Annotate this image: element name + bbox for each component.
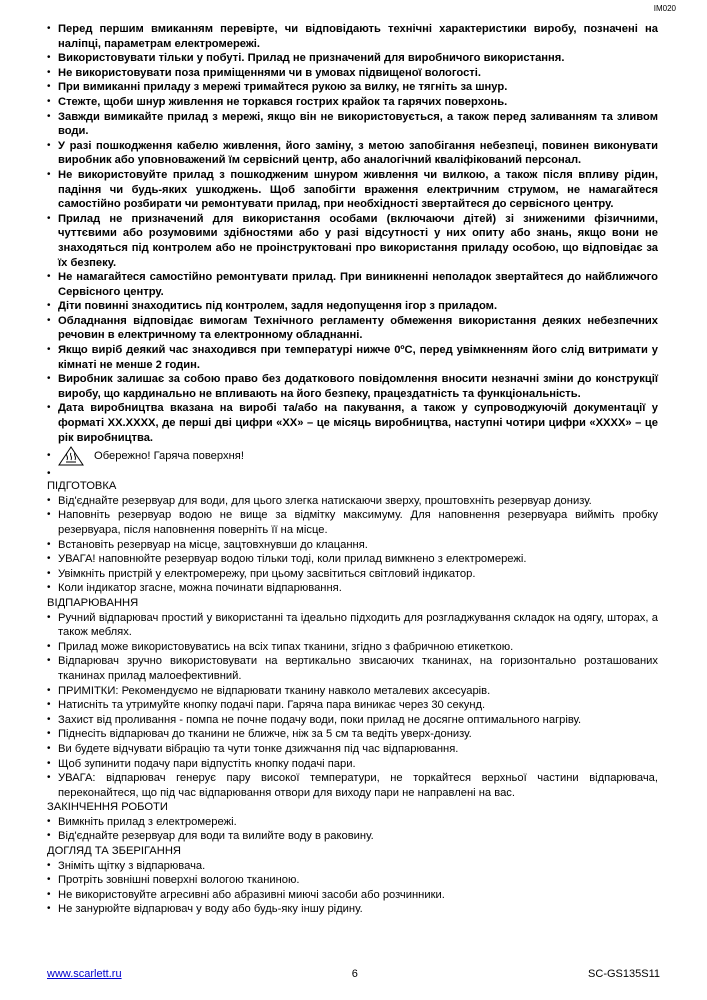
list-item [47, 611, 658, 640]
list-item [47, 684, 658, 699]
website-link[interactable]: www.scarlett.ru [47, 968, 122, 980]
bullet: • [47, 271, 51, 283]
bullet: • [47, 110, 51, 122]
list-item-text: Відпарювач зручно використовувати на вертикально звисаючих тканинах, на горизонтально розташованих тканинах прилад малоефективний. [58, 655, 658, 682]
list-item [47, 139, 658, 168]
list-item-text: Піднесіть відпарювач до тканини не ближче, ніж за 5 см та ведіть уверх-донизу. [58, 728, 472, 741]
list-item-text: При вимиканні приладу з мережі тримайтеся рукою за вилку, не тягніть за шнур. [58, 81, 508, 94]
bullet: • [47, 772, 51, 784]
bullet: • [47, 728, 51, 740]
page-footer [47, 968, 660, 980]
list-item [47, 343, 658, 372]
list-item [47, 22, 658, 51]
list-item-text: ПРИМІТКИ: Рекомендуємо не відпарювати тканину навколо металевих аксесуарів. [58, 684, 491, 697]
care-list [47, 859, 658, 917]
bullet: • [47, 212, 51, 224]
bullet: • [47, 402, 51, 414]
list-item [47, 581, 658, 596]
list-item-text: Протріть зовнішні поверхні вологою тканиною. [58, 874, 300, 887]
bullet: • [47, 468, 51, 480]
bullet: • [47, 567, 51, 579]
list-item [47, 757, 658, 772]
list-item [47, 494, 658, 509]
list-item-text: Захист від проливання - помпа не почне подачу води, поки прилад не досягне оптимального нагріву. [58, 713, 582, 726]
model-code: IM020 [653, 4, 676, 13]
list-item [47, 168, 658, 212]
list-item [47, 552, 658, 567]
section-title-preparation: ПІДГОТОВКА [47, 480, 117, 493]
list-item-text: У разі пошкодження кабелю живлення, його заміну, з метою запобігання небезпеці, повинен виконувати виробник або уповноважений їм сервісний центр, або аналогічний кваліфікований персонал. [58, 139, 658, 167]
bullet: • [47, 52, 51, 64]
list-item-text: Перед першим вмиканням перевірте, чи відповідають технічні характеристики виробу, позначені на наліпці, параметрам електромережі. [58, 23, 658, 50]
list-item-text: Щоб зупинити подачу пари відпустіть кнопку подачі пари. [58, 757, 356, 770]
list-item [47, 771, 658, 800]
list-item [47, 110, 658, 139]
bullet: • [47, 874, 51, 886]
bullet: • [47, 23, 51, 34]
list-item-text: Увімкніть пристрій у електромережу, при цьому засвітиться світловий індикатор. [58, 567, 476, 580]
bullet: • [47, 655, 51, 667]
preparation-list [47, 494, 658, 596]
bullet: • [47, 66, 51, 78]
steaming-list [47, 611, 658, 801]
bullet: • [47, 314, 51, 326]
page-number: 6 [351, 968, 358, 980]
section-title-steaming: ВІДПАРЮВАННЯ [47, 596, 139, 609]
list-item [47, 508, 658, 537]
bullet: • [47, 757, 51, 769]
bullet: • [47, 859, 51, 871]
list-item [47, 727, 658, 742]
section-title-finish: ЗАКІНЧЕННЯ РОБОТИ [47, 801, 168, 814]
list-item-text: Виробник залишає за собою право без додаткового повідомлення вносити незначні зміни до конструкції виробу, що кардинально не впливають на його безпеку, працездатність та функціональність. [58, 373, 658, 400]
bullet: • [47, 713, 51, 725]
list-item [47, 567, 658, 582]
bullet: • [47, 300, 51, 312]
bullet: • [47, 582, 51, 594]
list-item [47, 640, 658, 655]
list-item [47, 372, 658, 401]
list-item-text: Не намагайтеся самостійно ремонтувати прилад. При виникненні неполадок звертайтеся до найближчого Сервісного центру. [58, 271, 658, 298]
bullet: • [47, 139, 51, 151]
bullet: • [47, 640, 51, 652]
list-item [47, 314, 658, 343]
list-item-text: Натисніть та утримуйте кнопку подачі пари. Гаряча пара виникає через 30 секунд. [58, 699, 486, 712]
bullet: • [47, 815, 51, 827]
list-item [47, 713, 658, 728]
list-item [47, 401, 658, 445]
list-item [47, 859, 658, 874]
bullet: • [47, 611, 51, 623]
empty-bullet-row [47, 467, 658, 479]
list-item [47, 742, 658, 757]
list-item [47, 270, 658, 299]
doc-code: SC-GS135S11 [588, 968, 660, 980]
list-item-text: Вимкніть прилад з електромережі. [58, 815, 237, 828]
bullet: • [47, 95, 51, 107]
list-item-text: Не використовувати поза приміщеннями чи в умовах підвищеної вологості. [58, 66, 481, 79]
list-item-text: Стежте, щоби шнур живлення не торкався гострих крайок та гарячих поверхонь. [58, 95, 508, 108]
list-item-text: Прилад може використовуватись на всіх типах тканини, згідно з фабричною етикеткою. [58, 640, 514, 653]
list-item [47, 538, 658, 553]
list-item-text: Наповніть резервуар водою не вище за відмітку максимуму. Для наповнення резервуара вийміть пробку резервуара, після наповнення поверніть її на місце. [58, 509, 658, 536]
list-item-text: Не використовуйте прилад з пошкодженим шнуром живлення чи вилкою, а також після впливу рідин, падіння чи будь-яких ушкоджень. Щоб запобігти враження електричним струмом, не намагайтеся самостійно розбирати чи ремонтувати прилад, при необхідності звертайтеся до сервісного центру. [58, 168, 658, 211]
bullet: • [47, 344, 51, 356]
bullet: • [47, 373, 51, 385]
list-item-text: Від'єднайте резервуар для води та вилийте воду в раковину. [58, 830, 374, 843]
list-item-text: Прилад не призначений для використання особами (включаючи дітей) зі зниженими фізичними, чуттєвими або розумовими здібностями або у разі відсутності у них опиту або знань, якщо вони не знаходяться під контролем або не проінструктовані про використання приладу особою, що відповідає за їх безпеку. [58, 212, 658, 269]
finish-list [47, 815, 658, 844]
bullet: • [47, 742, 51, 754]
list-item-text: Якщо виріб деякий час знаходився при температурі нижче 0ºС, перед увімкненням його слід витримати у кімнаті не менше 2 годин. [58, 344, 658, 371]
list-item-text: Коли індикатор згасне, можна починати відпарювання. [58, 582, 342, 595]
list-item-text: Не використовуйте агресивні або абразивні миючі засоби або розчинники. [58, 888, 445, 901]
list-item-text: Ручний відпарювач простий у використанні та ідеально підходить для розгладжування складок на одягу, шторах, а також меблях. [58, 611, 658, 639]
list-item [47, 212, 658, 270]
list-item-text: Ви будете відчувати вібрацію та чути тонке дзижчання під час відпарювання. [58, 742, 459, 755]
bullet: • [47, 538, 51, 550]
section-title-care: ДОГЛЯД ТА ЗБЕРІГАННЯ [47, 845, 181, 858]
list-item-text: Діти повинні знаходитись під контролем, задля недопущення ігор з приладом. [58, 300, 498, 313]
bullet: • [47, 509, 51, 521]
list-item [47, 902, 658, 917]
hot-surface-warning-text: Обережно! Гаряча поверхня! [94, 449, 244, 462]
list-item-text: Обладнання відповідає вимогам Технічного регламенту обмеження використання деяких небезпечних речовин в електричному та електронному обладнанні. [58, 314, 658, 342]
list-item-text: Використовувати тільки у побуті. Прилад не призначений для виробничого використання. [58, 52, 565, 65]
hot-surface-warning [47, 445, 658, 467]
safety-list [47, 22, 658, 445]
list-item-text: Дата виробництва вказана на виробі та/або на пакування, а також у супроводжуючій документації у форматі XX.XXXX, де перші дві цифри «XX» – це місяць виробництва, наступні чотири цифри «XXXX» – це рік виробництва. [58, 402, 658, 444]
list-item [47, 888, 658, 903]
bullet: • [47, 81, 51, 93]
manual-content [47, 22, 658, 917]
bullet: • [47, 684, 51, 696]
list-item-text: Не занурюйте відпарювач у воду або будь-яку іншу рідину. [58, 903, 363, 916]
list-item [47, 698, 658, 713]
list-item [47, 299, 658, 314]
list-item [47, 829, 658, 844]
bullet: • [47, 888, 51, 900]
bullet: • [47, 168, 51, 180]
list-item-text: Від'єднайте резервуар для води, для цього злегка натискаючи зверху, проштовхніть резервуар донизу. [58, 494, 592, 507]
bullet: • [47, 553, 51, 565]
list-item [47, 66, 658, 81]
list-item [47, 95, 658, 110]
list-item-text: Завжди вимикайте прилад з мережі, якщо він не використовується, а також перед заливанням та зливом води. [58, 110, 658, 138]
bullet: • [47, 449, 51, 461]
list-item-text: Зніміть щітку з відпарювача. [58, 859, 206, 872]
bullet: • [47, 830, 51, 842]
list-item [47, 654, 658, 683]
list-item [47, 51, 658, 66]
list-item-text: Встановіть резервуар на місце, зацтовхнувши до клацання. [58, 538, 368, 551]
list-item [47, 815, 658, 830]
list-item-text: УВАГА! наповнюйте резервуар водою тільки тоді, коли прилад вимкнено з електромережі. [58, 553, 527, 566]
hot-surface-warning-icon [58, 446, 92, 466]
list-item [47, 873, 658, 888]
bullet: • [47, 494, 51, 506]
list-item-text: УВАГА: відпарювач генерує пару високої температури, не торкайтеся верхньої частини відпарювача, переконайтеся, що під час відпарювання отвори для виходу пари не направлені на вас. [58, 772, 658, 799]
bullet: • [47, 699, 51, 711]
list-item [47, 80, 658, 95]
bullet: • [47, 903, 51, 915]
